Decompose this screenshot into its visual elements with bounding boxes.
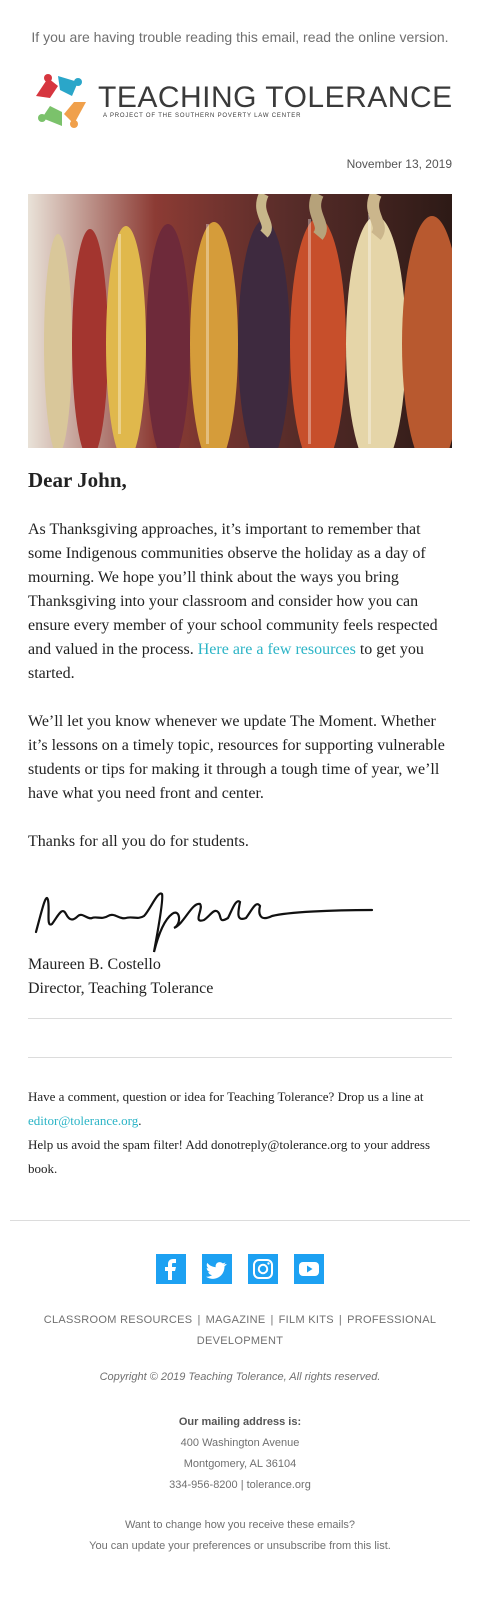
resources-link[interactable]: Here are a few resources [197, 641, 356, 658]
prefs-line-1: Want to change how you receive these emails? [124, 1519, 356, 1531]
contact-line-2: Help us avoid the spam filter! Add donotreply@tolerance.org to your address book. [28, 1137, 430, 1176]
body-paragraph-2: We’ll let you know whenever we update The Moment. Whether it’s lessons on a timely topic, resources for supporting vulnerable students or tips for making it through a tough time of year, we’ll have what you need front and center. [28, 713, 445, 802]
social-links [0, 1254, 480, 1284]
mailing-city: Montgomery, AL 36104 [183, 1458, 297, 1470]
hero-image-indian-corn [28, 194, 452, 448]
mailing-phone-site: 334-956-8200 | tolerance.org [169, 1479, 311, 1491]
logo-title: TEACHING TOLERANCE [98, 81, 453, 114]
divider [28, 1057, 452, 1058]
signature-image [32, 880, 382, 960]
p1-tail: to get you started. [28, 641, 424, 682]
signoff-name: Maureen B. Costello [28, 956, 161, 973]
editor-email-link[interactable]: editor@tolerance.org [28, 1113, 139, 1128]
footer-link-film-kits[interactable]: FILM KITS [278, 1314, 334, 1326]
preferences [0, 1515, 480, 1557]
youtube-icon[interactable] [294, 1254, 324, 1284]
twitter-icon[interactable] [202, 1254, 232, 1284]
mailing-address [0, 1412, 480, 1496]
footer-divider [10, 1220, 470, 1221]
preheader [0, 29, 480, 45]
online-version-link[interactable]: read the online version. [303, 29, 449, 45]
facebook-icon[interactable] [156, 1254, 186, 1284]
instagram-icon[interactable] [248, 1254, 278, 1284]
footer-link-classroom-resources[interactable]: CLASSROOM RESOURCES [43, 1314, 193, 1326]
p1-text: As Thanksgiving approaches, it’s important to remember that some Indigenous communities observe the holiday as a day of mourning. We hope you’ll think about the ways you bring Thanksgiving into your classroom and consider how you can ensure every member of your school community feels respected and valued in the process. [28, 521, 438, 658]
body-paragraph-3: Thanks for all you do for students. [28, 833, 249, 850]
footer-link-professional-development[interactable]: PROFESSIONAL DEVELOPMENT [196, 1314, 437, 1347]
signoff-title: Director, Teaching Tolerance [28, 980, 214, 997]
preheader-text: If you are having trouble reading this email, [31, 29, 304, 45]
footer-link-magazine[interactable]: MAGAZINE [205, 1314, 266, 1326]
teaching-tolerance-logo[interactable] [28, 68, 453, 134]
hands-logo-icon [28, 68, 94, 134]
email-date: November 13, 2019 [346, 157, 452, 171]
indian-corn-illustration [28, 194, 452, 448]
contact-tail: . [138, 1113, 142, 1128]
logo-subtitle: A PROJECT OF THE SOUTHERN POVERTY LAW CENTER [103, 113, 302, 119]
divider [28, 1018, 452, 1019]
prefs-line-2: You can update your preferences or unsubscribe from this list. [89, 1540, 391, 1552]
body-paragraph-1 [28, 518, 452, 686]
unsubscribe-link[interactable]: unsubscribe from this list [266, 1540, 388, 1552]
greeting: Dear John, [28, 468, 127, 492]
contact-line-1 [28, 1085, 452, 1133]
contact-text: Have a comment, question or idea for Teaching Tolerance? Drop us a line at [28, 1089, 424, 1104]
mailing-heading: Our mailing address is: [178, 1416, 302, 1428]
copyright: Copyright © 2019 Teaching Tolerance, All rights reserved. [99, 1371, 381, 1383]
update-preferences-link[interactable]: update your preferences [131, 1540, 251, 1552]
footer-nav: CLASSROOM RESOURCES | MAGAZINE | FILM KITS | PROFESSIONAL DEVELOPMENT [43, 1314, 437, 1347]
mailing-street: 400 Washington Avenue [180, 1437, 300, 1449]
